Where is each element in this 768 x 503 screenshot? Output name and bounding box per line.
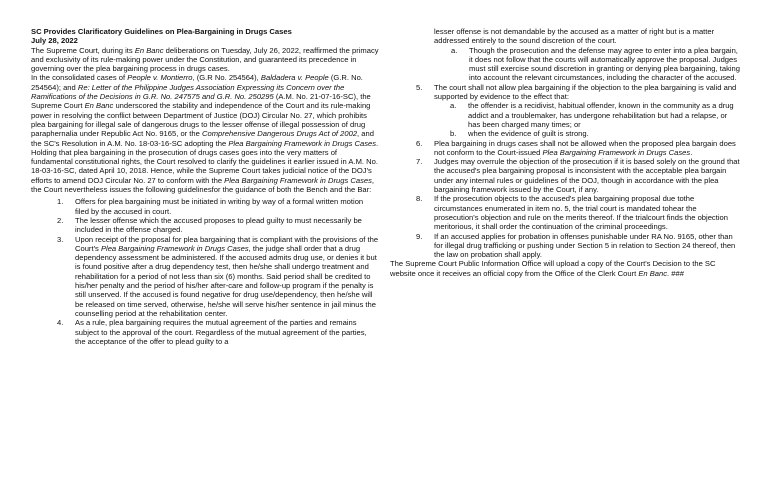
list-item: 1. Offers for plea bargaining must be initiated in writing by way of a formal written motion filed by the accused in court. (57, 197, 364, 216)
sub-list-item: a. the offender is a recidivist, habitual offender, known in the community as a drug addict and a troublemaker, has undergone rehabilitation but had a relapse, or has been charged many times; or (450, 101, 734, 129)
list-item: 5. The court shall not allow plea bargaining if the objection to the plea bargaining is valid and supported by evidence to the effect that: a. the offender is a recidivist, habitual offender, known in the community as a drug addict and a troublemaker, has undergone rehabilitation but had a relapse, or has been charged many times; or b. when the evidence of guilt is strong. (430, 83, 740, 139)
list-item: 4. As a rule, plea bargaining requires the mutual agreement of the parties and remains subject to the approval of the court. Regardless of the mutual agreement of the parties, the acceptance of the offer to plead guilty to a (57, 318, 367, 346)
list-item: 3. Upon receipt of the proposal for plea bargaining that is compliant with the provisions of the Court's Plea Bargaining Framework in Drugs Cases, the judge shall order that a drug dependency assessment be administered. If the accused admits drug use, or denies it but is found positive after a drug dependency test, then he/she shall undergo treatment and rehabilitation for a period of not less than six (6) months. Said period shall be credited to his/her penalty and the period of his/her after-care and follow-up program if the penalty is still unserved. If the accused is found negative for drug use/dependency, then he/she will be released on time served, otherwise, he/she will serve his/her sentence in jail minus the counselling period at the rehabilitation center. (57, 234, 379, 318)
list-item: 2. The lesser offense which the accused proposes to plead guilty to must necessarily be included in the offense charged. (57, 215, 362, 235)
paragraph-cases: In the consolidated cases of People v. Montierro, (G.R No. 254564), Baldadera v. People (G.R. No. 254564); and Re: Letter of the Philippine Judges Association Expressing its Concern over the Ramifications of the Decisions in G.R. No. 247575 and G.R. No. 250295 (A.M. No. 21-07-16-SC), the Supreme Court En Banc underscored the stability and independence of the Court and its rule-making power in resolving the conflict between Department of Justice (DOJ) Circular No. 27, which prohibits plea bargaining for illegal sale of dangerous drugs to the lesser offense of illegal possession of drug paraphernalia under Republic Act No. 9165, or the Comprehensive Dangerous Drugs Act of 2002, and the SC's Resolution in A.M. No. 18-03-16-SC adopting the Plea Bargaining Framework in Drugs Cases. (31, 73, 379, 148)
right-column (390, 27, 740, 278)
sub-list-item: a. Though the prosecution and the defense may agree to enter into a plea bargain, it does not follow that the courts will automatically approve the proposal. Judges must still exercise sound discretion in granting or denying plea bargaining, taking into account the relevant circumstances, including the character of the accused. (451, 45, 740, 83)
paragraph-intro: The Supreme Court, during its En Banc deliberations on Tuesday, July 26, 2022, reaffirmed the primacy and exclusivity of its rule-making power under the Constitution, and guaranteed its precedence in governing over the plea bargaining process in drugs cases. (31, 45, 379, 74)
article-date: July 28, 2022 (31, 36, 78, 46)
list-item: 6. Plea bargaining in drugs cases shall not be allowed when the proposed plea bargain does not conform to the Court-issued Plea Bargaining Framework in Drugs Cases. (416, 138, 736, 157)
closing-paragraph: The Supreme Court Public Information Office will upload a copy of the Court's Decision to the SC website once it receives an official copy from the Office of the Clerk Court En Banc. ### (390, 259, 716, 278)
list-item: 9. If an accused applies for probation in offenses punishable under RA No. 9165, other than for illegal drug trafficking or pushing under Section 5 in relation to Section 24 thereof, then the law on probation shall apply. (416, 231, 736, 260)
item-4-continuation: lesser offense is not demandable by the accused as a matter of right but is a matter addressed entirely to the sound discretion of the court. (434, 27, 715, 46)
paragraph-guidelines: Holding that plea bargaining in the prosecution of drugs cases goes into the very matters of fundamental constitutional rights, the Court resolved to clarify the guidelines it earlier issued in A.M. No. 18-03-16-SC, dated April 10, 2018. Hence, while the Supreme Court takes judicial notice of the DOJ's efforts to amend DOJ Circular No. 27 to conform with the Plea Bargaining Framework in Drugs Cases, the Court nevertheless issues the following guidelinesfor the guidance of both the Bench and the Bar: (31, 147, 378, 195)
guidelines-list (31, 197, 379, 346)
list-item: 8. If the prosecution objects to the accused's plea bargaining proposal due tothe circumstances enumerated in item no. 5, the trial court is mandated tohear the prosecution's objection and rule on the merits thereof. If the trialcourt finds the objection meritorious, it shall order the continuation of the criminal proceedings. (416, 194, 728, 232)
item-5-sublist (434, 101, 740, 138)
list-item: 7. Judges may overrule the objection of the prosecution if it is based solely on the ground that the accused's plea bargaining proposal is inconsistent with the acceptable plea bargain under any internal rules or guidelines of the DOJ, though in accordance with the plea bargaining framework issued by the Court, if any. (416, 157, 740, 195)
left-column (31, 27, 379, 346)
guidelines-list-continued (390, 83, 740, 260)
sub-list-item: b. when the evidence of guilt is strong. (450, 129, 589, 139)
article-title: SC Provides Clarificatory Guidelines on Plea-Bargaining in Drugs Cases (31, 27, 292, 36)
item-4-sublist (390, 46, 740, 83)
